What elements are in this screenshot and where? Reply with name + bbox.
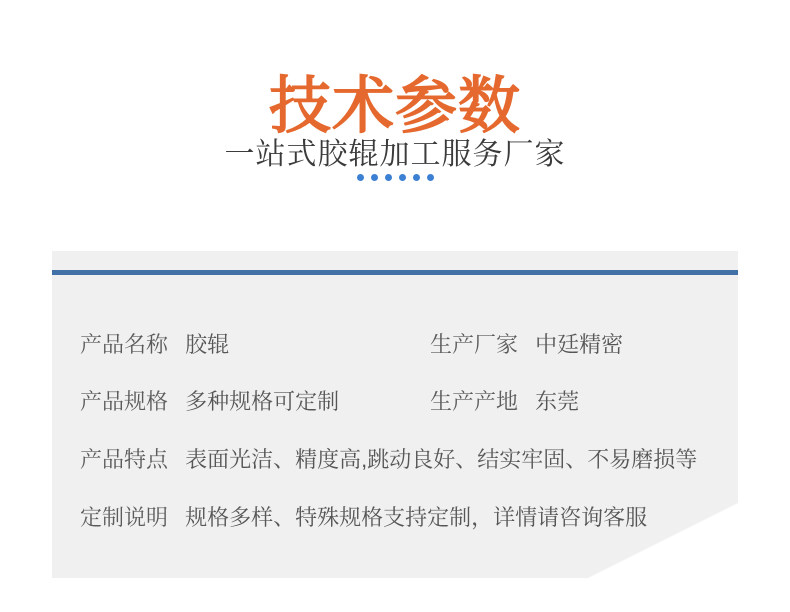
spec-label: 生产厂家 [430,332,519,357]
spec-value: 规格多样、特殊规格支持定制，详情请咨询客服 [185,505,648,530]
spec-value: 表面光洁、精度高,跳动良好、结实牢固、不易磨损等 [185,447,698,472]
dots-decoration [0,174,790,181]
spec-label: 定制说明 [80,505,169,530]
spec-pair [430,387,579,417]
spec-label: 产品特点 [80,447,169,472]
spec-pair [80,332,229,357]
dot-icon [427,174,434,181]
spec-label: 生产产地 [430,389,519,414]
spec-label: 产品规格 [80,389,169,414]
spec-row-product-name [80,330,720,360]
dot-icon [371,174,378,181]
spec-value: 中廷精密 [535,332,624,357]
dot-icon [413,174,420,181]
dot-icon [385,174,392,181]
page-title: 技术参数 [268,71,521,141]
spec-pair [80,389,339,414]
dot-icon [357,174,364,181]
spec-row-product-spec [80,387,720,417]
spec-card [52,251,738,578]
spec-row-product-features [80,445,720,475]
spec-pair [80,447,697,472]
page-subtitle: 一站式胶辊加工服务厂家 [224,138,566,171]
dot-icon [399,174,406,181]
spec-label: 产品名称 [80,332,169,357]
spec-value: 多种规格可定制 [185,389,340,414]
spec-pair [430,330,623,360]
spec-value: 胶辊 [185,332,230,357]
card-corner-cut [588,503,738,578]
spec-pair [80,505,647,530]
spec-value: 东莞 [535,389,580,414]
card-accent-line [52,270,738,275]
